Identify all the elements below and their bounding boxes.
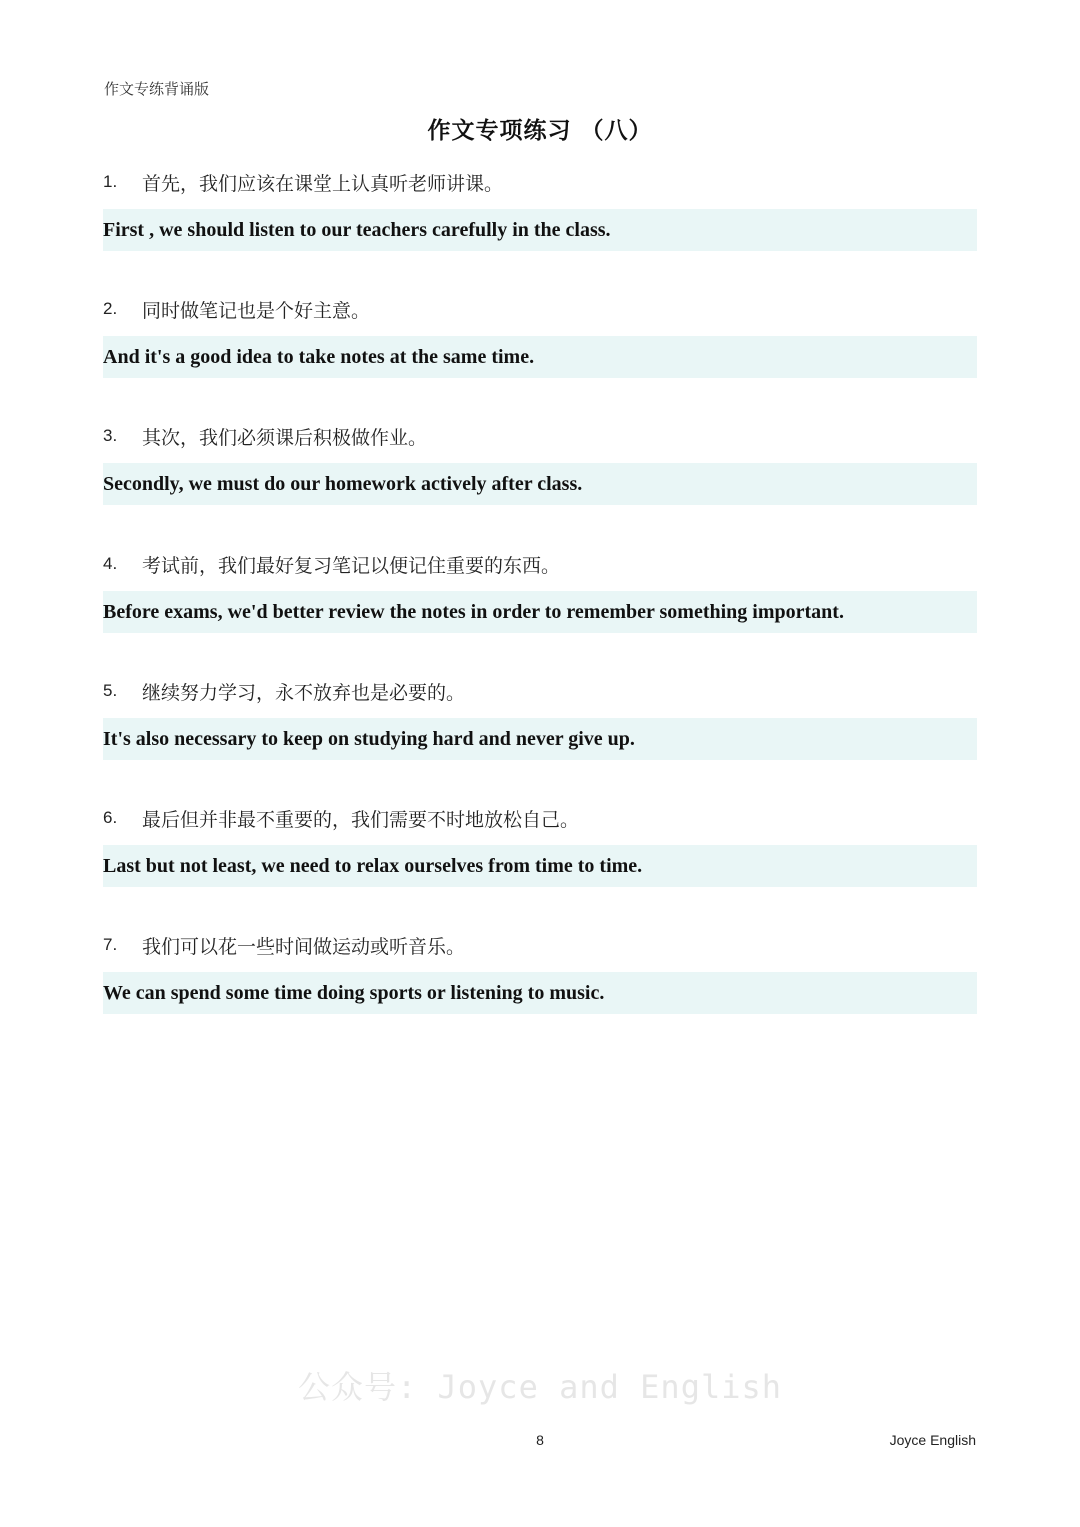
running-header: 作文专练背诵版 <box>104 80 210 98</box>
chinese-text: 同时做笔记也是个好主意。 <box>142 299 371 322</box>
item-number: 3. <box>103 426 118 445</box>
item-number: 4. <box>103 554 118 573</box>
english-translation: First , we should listen to our teachers carefully in the class. <box>103 209 977 251</box>
chinese-sentence <box>103 676 977 706</box>
chinese-text: 其次，我们必须课后积极做作业。 <box>142 426 428 449</box>
list-item <box>103 294 977 378</box>
footer-brand: Joyce English <box>889 1432 976 1448</box>
chinese-text: 首先，我们应该在课堂上认真听老师讲课。 <box>142 172 504 195</box>
list-item <box>103 803 977 887</box>
item-number: 6. <box>103 808 118 827</box>
chinese-text: 继续努力学习，永不放弃也是必要的。 <box>142 681 466 704</box>
english-translation: Before exams, we'd better review the notes in order to remember something important. <box>103 591 977 633</box>
chinese-sentence <box>103 930 977 960</box>
page-title: 作文专项练习 （八） <box>427 117 653 144</box>
list-item <box>103 549 977 633</box>
chinese-text: 我们可以花一些时间做运动或听音乐。 <box>142 935 466 958</box>
chinese-text: 最后但并非最不重要的，我们需要不时地放松自己。 <box>142 808 580 831</box>
english-translation: Last but not least, we need to relax ourselves from time to time. <box>103 845 977 887</box>
watermark: 公众号: Joyce and English <box>297 1368 783 1406</box>
list-item <box>103 167 977 251</box>
english-translation: It's also necessary to keep on studying hard and never give up. <box>103 718 977 760</box>
chinese-sentence <box>103 803 977 833</box>
item-number: 5. <box>103 681 118 700</box>
english-translation: And it's a good idea to take notes at the same time. <box>103 336 977 378</box>
item-number: 2. <box>103 299 118 318</box>
chinese-sentence <box>103 421 977 451</box>
item-number: 1. <box>103 172 118 191</box>
chinese-sentence <box>103 167 977 197</box>
page-number: 8 <box>536 1432 544 1448</box>
item-number: 7. <box>103 935 118 954</box>
list-item <box>103 421 977 505</box>
english-translation: Secondly, we must do our homework actively after class. <box>103 463 977 505</box>
chinese-sentence <box>103 549 977 579</box>
chinese-text: 考试前，我们最好复习笔记以便记住重要的东西。 <box>142 554 561 577</box>
chinese-sentence <box>103 294 977 324</box>
list-item <box>103 676 977 760</box>
list-item <box>103 930 977 1014</box>
english-translation: We can spend some time doing sports or listening to music. <box>103 972 977 1014</box>
